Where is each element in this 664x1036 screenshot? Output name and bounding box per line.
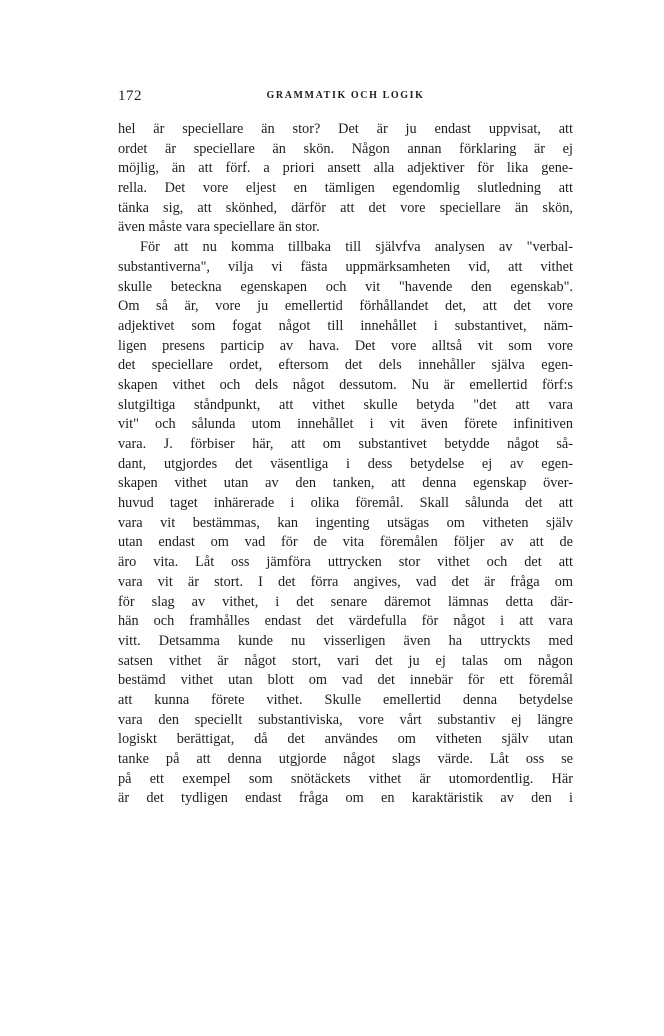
text-line: skulle beteckna egenskapen och vit "havende den egenskab". [118, 278, 573, 295]
text-line: rella. Det vore eljest en tämligen egendomlig slutledning att [118, 180, 573, 197]
text-line: utan endast om vad för de vita föremålen följer av att de [118, 534, 573, 551]
text-line: adjektivet som fogat något till innehållet i substantivet, näm- [118, 317, 573, 334]
text-line: äro vita. Låt oss jämföra uttrycken stor vithet och det att [118, 554, 573, 571]
text-line: hel är speciellare än stor? Det är ju endast uppvisat, att [118, 121, 573, 137]
page-header [118, 88, 573, 108]
text-line: hän och framhålles endast det värdefulla för något i att vara [118, 613, 573, 630]
text-line: det speciellare ordet, eftersom det dels innehåller själva egen- [118, 357, 573, 374]
text-line: vara vit bestämmas, kan ingenting utsägas om vitheten själv [118, 514, 573, 531]
text-line: Om så är, vore ju emellertid förhållandet det, att det vore [118, 298, 573, 315]
text-line: på ett exempel som snötäckets vithet är utomordentlig. Här [118, 770, 573, 787]
text-line: huvud taget inhärerade i olika föremål. Skall sålunda det att [118, 495, 573, 512]
text-line: vara. J. förbiser här, att om substantivet betydde något så- [118, 436, 573, 452]
text-line: tanke på att denna utgjorde något slags värde. Låt oss se [118, 751, 573, 767]
text-line: skapen vithet utan av den tanken, att denna egenskap över- [118, 475, 573, 492]
page-number: 172 [118, 88, 142, 104]
text-line: skapen vithet och dels något dessutom. Nu är emellertid förf:s [118, 376, 573, 393]
text-line: satsen vithet är något stort, vari det ju ej talas om någon [118, 652, 573, 669]
body-text [118, 120, 573, 809]
paragraph-start-line: För att nu komma tillbaka till självfva analysen av "verbal- [140, 239, 573, 256]
text-line: tänka sig, att skönhed, därför att det vore speciellare än skön, [118, 199, 573, 216]
text-line: vara den speciellt substantiviska, vore vårt substantiv ej längre [118, 711, 573, 728]
text-line: logiskt berättigat, då det användes om vitheten själv utan [118, 731, 573, 748]
text-line: ligen presens particip av hava. Det vore alltså vit som vore [118, 337, 573, 354]
text-line: dant, utgjordes det väsentliga i dess betydelse ej av egen- [118, 455, 573, 472]
text-line: är det tydligen endast fråga om en karaktäristik av den i [118, 790, 573, 807]
text-line: bestämd vithet utan blott om vad det innebär för ett föremål [118, 672, 573, 689]
text-line: för slag av vithet, i det senare däremot lämnas detta där- [118, 593, 573, 610]
text-line: substantiverna", vilja vi fästa uppmärksamheten vid, att vithet [118, 258, 573, 275]
text-line: vit" och sålunda utom innehållet i vit även förete infinitiven [118, 416, 573, 433]
text-line: ordet är speciellare än skön. Någon annan förklaring är ej [118, 140, 573, 157]
text-line: att kunna förete vithet. Skulle emellertid denna betydelse [118, 691, 573, 708]
text-line: möjlig, än att förf. a priori ansett alla adjektiver för lika gene- [118, 160, 573, 177]
text-line: slutgiltiga ståndpunkt, att vithet skulle betyda "det att vara [118, 396, 573, 413]
text-line: vara vit är stort. I det förra angives, vad det är fråga om [118, 573, 573, 590]
running-title: GRAMMATIK OCH LOGIK [266, 90, 425, 101]
text-line: även måste vara speciellare än stor. [118, 219, 320, 236]
text-line: vitt. Detsamma kunde nu visserligen även ha uttryckts med [118, 632, 573, 649]
